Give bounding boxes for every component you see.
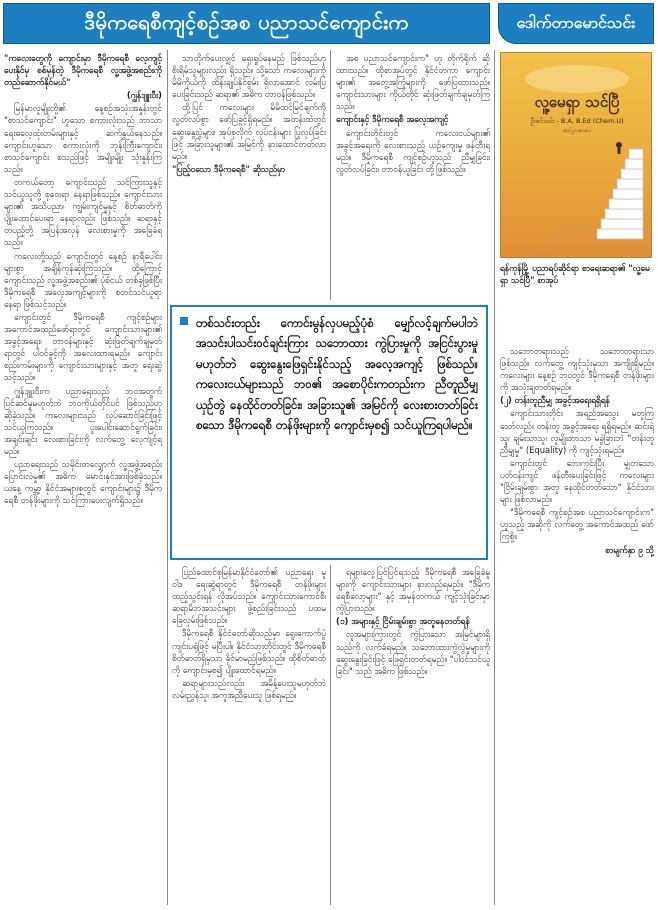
section-heading: ကျောင်းနှင့် ဒီမိုကရေစီ အလေ့အကျင့် (336, 114, 449, 125)
paragraph: ပညာရေးသည် သမိုင်းတလျှောက် လူ့အဖွဲ့အစည်း ပြောင်းလဲမှု၏ အဓိက မောင်းနှင်အားဖြစ်ခဲ့သည်။ ယနေ့ ကမ္ဘာ့ နိုင်ငံအများစုတွင် ကျောင်းများ၌ ဒီမိုကရေစီ တန်ဖိုးများကို သင်ကြားပေးလျက်ရှိသည်။ (4, 459, 162, 506)
book-cover-author: ဦးစင်သင်း - B.A, B.Ed (Chem.U) (530, 117, 624, 125)
article-title: ဒီမိုကရေစီကျင့်စဉ်အစ ပညာသင်ကျောင်းက (84, 9, 409, 34)
column-2-bottom (172, 566, 326, 904)
book-cover-image (500, 52, 652, 258)
article-title-banner (3, 3, 490, 44)
byline: စာမျက်နှာ ၉ သို့ (605, 544, 654, 555)
paragraph: ကျောင်းတွင် ဘေးကင်းပြီး မျှတသော ပတ်ဝန်းကျင် ဖန်တီးပေးခြင်းဖြင့် ကလေးများ "ငြိမ်းချမ်းစွာ အတူ နေထိုင်တတ်သော" နိုင်ငံသားများ ဖြစ်လာမည်။ (500, 457, 654, 505)
column-divider (167, 50, 168, 905)
paragraph: ကျောင်းသားတိုင်း အရည်အသွေး မတူကြသော်လည်း တန်းတူ အခွင့်အရေး ရရှိရမည်။ ဆင်းရဲသူ၊ ချမ်းသာသူ၊ လူမျိုးဘာသာ မခွဲခြားဘဲ "တန်းတူညီမျှမှု" (Equality) ကို ကျင့်သုံးရမည်။ (500, 408, 654, 455)
column-2-top (172, 52, 326, 300)
author-banner (498, 3, 654, 44)
paragraph: ကလေးတို့သည် ကျောင်းတွင် နေ့စဉ် နာရီပေါင်းများစွာ အချိန်ကုန်ဆုံးကြသည်။ ထို့ကြောင့် ကျောင်းသည် လူ့အဖွဲ့အစည်း၏ ပုံစံငယ် တစ်ခုဖြစ်ပြီး ဒီမိုကရေစီ အလေ့အကျင့်များကို စတင်သင်ယူရာ နေရာ ဖြစ်သင့်သည်။ (4, 250, 162, 309)
paragraph: ဆရာများသည်လည်း အမိန့်ပေးသူမဟုတ်ဘဲ လမ်းညွှန်သူ၊ အကူအညီပေးသူ ဖြစ်ရမည်။ (172, 677, 326, 700)
column-3-bottom (336, 566, 490, 904)
paragraph: မြန်မာလူမျိုးတို့၏ နေ့စဉ်အသုံးအနှုန်းတွင် "စာသင်ကျောင်း" ဟူသော စကားလုံးသည် ဘာသာရေးဓလေ့ထုံးတမ်းများနှင့် ဆက်နွှယ်နေသည်။ ကျောင်းဟူသော စကားလုံးကို ဘုန်းကြီးကျောင်း၊ စာသင်ကျောင်း စသည်ဖြင့် အမျိုးမျိုး သုံးနှုန်းကြသည်။ (4, 103, 162, 174)
paragraph: တကယ်တော့ ကျောင်းသည် သင်ကြားသူနှင့် သင်ယူသူတို့ စုဝေးရာ နေရာဖြစ်သည်။ ကျောင်းသားများ၏ အသိပညာ၊ ကျွမ်းကျင်မှုနှင့် စိတ်ဓာတ်ကို ပျိုးထောင်ပေးရာ နေရာလည်း ဖြစ်သည်။ ဆရာနှင့် တပည့်တို့ အပြန်အလှန် လေးစားမှုကို အခြေခံရသည်။ (4, 176, 162, 248)
byline: (ဂျွန်ဒျူးဝီး) (126, 90, 162, 101)
pull-quote-text: တစ်သင်းတည်း ကောင်းမွန်လှပမည့်ပုံစံ မျှော်လင့်ချက်မပါဘဲ အသင်းပါသင်းဝင်ချင်းကြား သဘောထား ကွဲပြားမှုကို အငြင်းပွားမှု မဟုတ်ဘဲ ဆွေးနွေးဖြေရှင်းနိုင်သည့် အလေ့အကျင့် ဖြစ်သည်။ ကလေးငယ်များသည် ဘဝ၏ အစောပိုင်းကတည်းက ညီတူညီမျှ ယှဉ်တွဲ နေထိုင်တတ်ခြင်း၊ အခြားသူ၏ အမြင်ကို လေးစားတတ်ခြင်း စသော ဒီမိုကရေစီ တန်ဖိုးများကို ကျောင်းမှစ၍ သင်ယူကြရပါမည်။ (196, 316, 478, 433)
author-name: ဒေါက်တာမောင်သင်း (516, 12, 636, 32)
book-cover-caption: ရန်ကုန်မြို့ ပညာရပ်ဆိုင်ရာ စာရေးဆရာ၏ "လူ့မေရှာ သင်ပြီ" စာအုပ် (500, 263, 650, 285)
paragraph: ဂျွန်ဒျူးဝီးက ပညာရေးသည် ဘဝအတွက် ပြင်ဆင်မှုမဟုတ်ဘဲ ဘဝကိုယ်တိုင်ပင် ဖြစ်သည်ဟု ဆိုခဲ့သည်။ ကလေးများသည် လုပ်ဆောင်ခြင်းဖြင့် သင်ယူကြသည်။ ပူးပေါင်းဆောင်ရွက်ခြင်း၊ အချင်းချင်း လေးစားခြင်းကို လက်တွေ့ လေ့ကျင့်ရမည်။ (4, 385, 162, 456)
section-heading: "ကလေးတွေကို ကျောင်းမှာ ဒီမိုကရေစီ လေ့ကျင့်ပေးနိုင်မှ စစ်မှန်တဲ့ ဒီမိုကရေစီ လူ့အဖွဲ့အစည်းကို တည်ဆောက်နိုင်မယ်" (4, 53, 162, 88)
square-bullet-icon (180, 317, 188, 325)
paragraph: ကျောင်းတိုင်းတွင် ကလေးငယ်များ၏ အခွင့်အရေးကို လေးစားသည့် ယဉ်ကျေးမှု ဖန်တီးရမည်။ ဒီမိုကရေစီ ကျင့်စဉ်ဟူသည် ညီမျှခြင်း၊ လွတ်လပ်ခြင်း၊ တာဝန်ယူခြင်း တို့ဖြစ်သည်။ (336, 127, 490, 174)
column-4 (500, 345, 654, 905)
pull-quote-box (170, 305, 488, 560)
paragraph: ဒီမိုကရေစီ နိုင်ငံတော်ဆိုသည်မှာ ရွေးကောက်ပွဲ ကျင်းပရုံဖြင့် မပြီးပါ။ နိုင်ငံသားတိုင်းတွင် ဒီမိုကရေစီ စိတ်ဓာတ်ရှိမှသာ ခိုင်မာမည်ဖြစ်သည်။ ထိုစိတ်ဓာတ်ကို ကျောင်းမှစ၍ ပျိုးထောင်ရမည်။ (172, 628, 326, 675)
book-cover-title: လူ့မေရှာ သင်ပြီ (534, 93, 620, 111)
section-heading: "ပြည့်ဝသော ဒီမိုကရေစီ" ဆိုသည်မှာ (172, 163, 286, 174)
section-heading: (၂) တန်းတူညီမျှ အခွင့်အရေးရရှိရန် (500, 395, 610, 406)
paragraph: ပြည်ထောင်စုမြန်မာနိုင်ငံတော်၏ ပညာရေး မူဝါဒ ရေးဆွဲရာတွင် ဒီမိုကရေစီ တန်ဖိုးများ ထည့်သွင်းရန် လိုအပ်သည်။ ကျောင်းသားကောင်စီ၊ ဆရာမိဘအသင်းများ ဖွဲ့စည်းခြင်းသည် ပထမ ခြေလှမ်းဖြစ်သည်။ (172, 567, 326, 626)
paragraph: "ဒီမိုကရေစီ ကျင့်စဉ်အစ ပညာသင်ကျောင်းက" ဟူသည့် အဆိုကို လက်တွေ့ အကောင်အထည် ဖော်ကြစို့။ (500, 507, 654, 542)
book-cover-illustration (501, 53, 652, 258)
paragraph: သဘောတရားသည် သဘောတရားသာ ဖြစ်သည်။ လက်တွေ့ ကျင့်သုံးမှသာ အကျိုးရှိမည်။ ကလေးများ နေ့စဉ် ဘဝတွင် ဒီမိုကရေစီ တန်ဖိုးများကို အသုံးချတတ်ရမည်။ (500, 346, 654, 393)
paragraph: ရများလှေ့ပြင်ပြင်ရသည့် ဒီမိုကရေစီ အခြေခံမူများကို ကျောင်းသားများ နားလည်ရမည်။ "ဒီမိုကရေစီလော့များ" နှင့် အမှန်တကယ် ကျင့်သုံးခြင်းမှာ ကွဲပြားသည်။ (336, 567, 490, 614)
book-cover-publisher: ဆင့်ပွားစာပေ (562, 128, 592, 134)
paragraph: ထို့ပြင် ကလေးများ မိမိထင်မြင်ချက်ကို လွတ်လပ်စွာ ဖော်ပြခွင့်ရှိရမည်။ အတန်းထဲတွင် ဆွေးနွေးပွဲများ၊ အုပ်စုလိုက် လုပ်ငန်းများ ပြုလုပ်ခြင်းဖြင့် အခြားသူများ၏ အမြင်ကို နားထောင်တတ်လာမည်။ (172, 102, 326, 161)
column-3-top (336, 52, 490, 300)
column-1 (4, 52, 162, 904)
paragraph: ကျောင်းတွင် ဒီမိုကရေစီ ကျင့်စဉ်များ အကောင်အထည်ဖော်ရာတွင် ကျောင်းသားများ၏ အခွင့်အရေး၊ တာဝန်များနှင့် ဆုံးဖြတ်ချက်ချမှတ်ရာတွင် ပါဝင်ခွင့်ကို အလေးထားရမည်။ ကျောင်းစည်းကမ်းများကို ကျောင်းသားများနှင့် အတူ ရေးဆွဲသင့်သည်။ (4, 311, 162, 383)
paragraph: သာတိုက်ပေးလျှင် ရှေးရှုပ်နေမည် ဖြစ်သည်ဟု စိုးရိမ်သူများလည်း ရှိသည်။ သို့သော် ကလေးများကို မိမိကိုယ်ကို ထိန်းချုပ်နိုင်စွမ်း ရှိလာအောင် လမ်းပြပေးခြင်းသည် ဆရာ၏ အဓိက တာဝန်ဖြစ်သည်။ (172, 53, 326, 100)
section-heading: (၁) အများနှင့် ငြိမ်းချမ်းစွာ အတူနေတတ်ရန် (336, 616, 470, 627)
column-divider (330, 565, 331, 905)
paragraph: အစ ပညာသင်ကျောင်းက" ဟု တိုက်ရိုက် ဆိုထားသည်။ ထိုစာအုပ်တွင် နိုင်ငံတကာ ကျောင်းများ၏ အတွေ့အကြုံများကို ဖော်ပြထားသည်။ ကျောင်းသားများ ကိုယ်တိုင် ဆုံးဖြတ်ချက်ချမှတ်ကြသည်။ (336, 53, 490, 112)
column-divider (494, 50, 495, 905)
column-divider (330, 50, 331, 300)
paragraph: လူအများကြားတွင် ကွဲပြားသော အမြင်များရှိသည်ကို လက်ခံရမည်။ သဘောထားကွဲလွဲမှုများကို ဆွေးနွေးခြင်းဖြင့် ဖြေရှင်းတတ်ရမည်။ "ပါဝင်သင်ယူခြင်း" သည် အဓိက ဖြစ်သည်။ (336, 629, 490, 676)
